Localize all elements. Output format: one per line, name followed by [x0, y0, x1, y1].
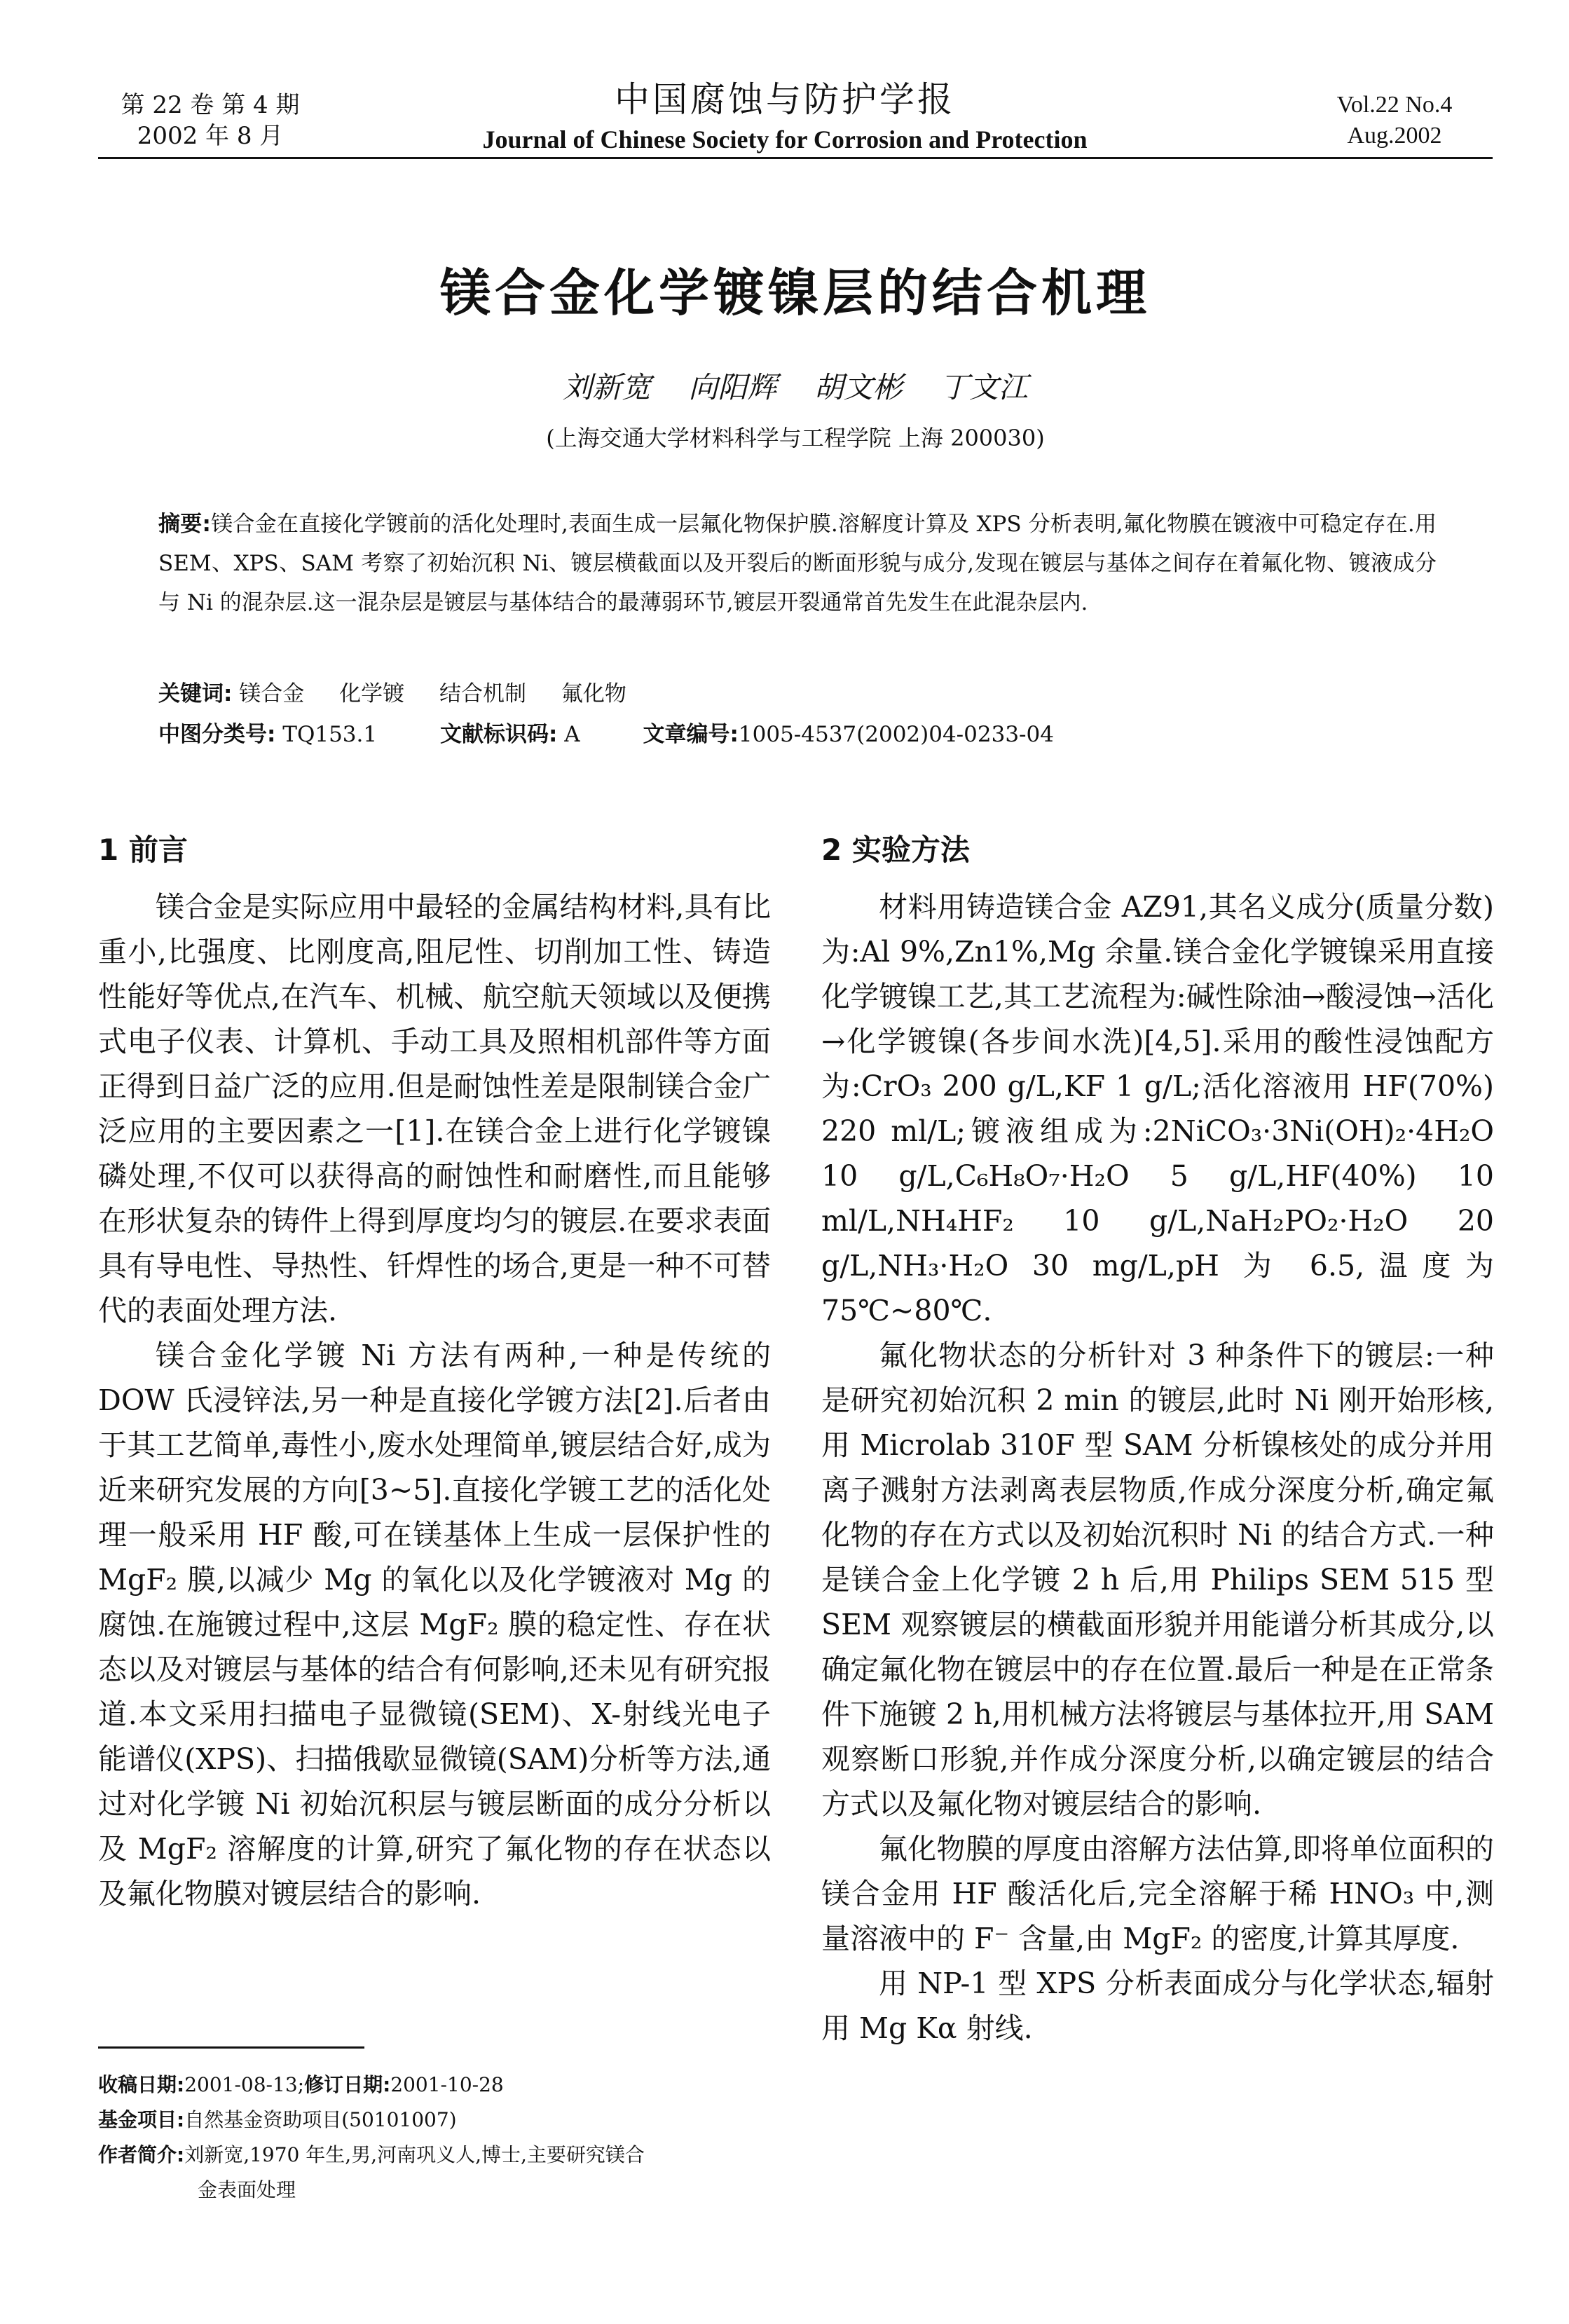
journal-name-en: Journal of Chinese Society for Corrosion and Protection: [482, 125, 1088, 153]
issue-info-en: [1303, 90, 1486, 151]
revised-label: 修订日期:: [304, 2073, 391, 2096]
section-heading-intro: 1 前言: [98, 833, 188, 867]
abstract-label: 摘要:: [158, 512, 211, 537]
footnote-author: [98, 2138, 771, 2173]
section-heading-methods: 2 实验方法: [821, 833, 970, 867]
author-bio-line1: 刘新宽,1970 年生,男,河南巩义人,博士,主要研究镁合: [184, 2143, 645, 2166]
keyword: 镁合金: [239, 681, 305, 706]
footnote: [98, 2067, 771, 2208]
header-divider: [98, 157, 1493, 159]
classification-line: [158, 715, 1437, 754]
issue-info: [112, 90, 308, 151]
paper-affiliation: (上海交通大学材料科学与工程学院 上海 200030): [546, 425, 1045, 451]
left-column: [98, 884, 771, 1916]
abstract: [158, 505, 1437, 622]
clc-value: TQ153.1: [282, 722, 378, 747]
keyword: 结合机制: [439, 681, 526, 706]
received-value: 2001-08-13;: [184, 2073, 305, 2096]
journal-name: [378, 77, 1191, 157]
footnote-author-cont: 金表面处理: [198, 2178, 296, 2201]
issue-date: 2002 年 8 月: [137, 122, 284, 150]
paragraph: 用 NP-1 型 XPS 分析表面成分与化学状态,辐射用 Mg Kα 射线.: [821, 1967, 1494, 2045]
revised-value: 2001-10-28: [390, 2073, 504, 2096]
journal-name-cn: 中国腐蚀与防护学报: [615, 79, 955, 120]
author-bio-label: 作者简介:: [98, 2143, 185, 2166]
issue-volume: 第 22 卷 第 4 期: [121, 91, 300, 119]
abstract-text: 镁合金在直接化学镀前的活化处理时,表面生成一层氟化物保护膜.溶解度计算及 XPS 分析表明,氟化物膜在镀液中可稳定存在.用 SEM、XPS、SAM 考察了初始沉积 Ni、镀层横截面以及开裂后的断面形貌与成分,发现在镀层与基体之间存在着氟化物、镀液成分与 Ni 的混杂层.这一混杂层是镀层与基体结合的最薄弱环节,镀层开裂通常首先发生在此混杂层内.: [158, 512, 1437, 615]
footnote-dates: [98, 2067, 771, 2103]
paragraph: 材料用铸造镁合金 AZ91,其名义成分(质量分数)为:Al 9%,Zn1%,Mg 余量.镁合金化学镀镍采用直接化学镀镍工艺,其工艺流程为:碱性除油→酸浸蚀→活化→化学镀镍(各步间水洗)[4,5].采用的酸性浸蚀配方为:CrO₃ 200 g/L,KF 1 g/L;活化溶液用 HF(70%) 220 ml/L;镀液组成为:2NiCO₃·3Ni(OH)₂·4H₂O 10 g/L,C₆H₈O₇·H₂O 5 g/L,HF(40%) 10 ml/L,NH₄HF₂ 10 g/L,NaH₂PO₂·H₂O 20 g/L,NH₃·H₂O 30 mg/L,pH 为 6.5,温度为 75℃~80℃.: [821, 890, 1494, 1327]
keyword: 化学镀: [339, 681, 405, 706]
keywords: [158, 674, 1437, 713]
footnote-divider: [98, 2046, 364, 2049]
keyword: 氟化物: [561, 681, 626, 706]
paragraph: 镁合金是实际应用中最轻的金属结构材料,具有比重小,比强度、比刚度高,阻尼性、切削加工性、铸造性能好等优点,在汽车、机械、航空航天领域以及便携式电子仪表、计算机、手动工具及照相机部件等方面正得到日益广泛的应用.但是耐蚀性差是限制镁合金广泛应用的主要因素之一[1].在镁合金上进行化学镀镍磷处理,不仅可以获得高的耐蚀性和耐磨性,而且能够在形状复杂的铸件上得到厚度均匀的镀层.在要求表面具有导电性、导热性、钎焊性的场合,更是一种不可替代的表面处理方法.: [98, 890, 771, 1327]
paragraph: 氟化物膜的厚度由溶解方法估算,即将单位面积的镁合金用 HF 酸活化后,完全溶解于稀 HNO₃ 中,测量溶液中的 F⁻ 含量,由 MgF₂ 的密度,计算其厚度.: [821, 1832, 1494, 1955]
doc-code-label: 文献标识码:: [439, 722, 558, 747]
issue-volume-en: Vol.22 No.4: [1336, 92, 1453, 118]
fund-value: 自然基金资助项目(50101007): [184, 2108, 457, 2131]
paper-title: 镁合金化学镀镍层的结合机理: [439, 264, 1151, 322]
footnote-fund: [98, 2103, 771, 2138]
issue-date-en: Aug.2002: [1347, 123, 1442, 149]
received-label: 收稿日期:: [98, 2073, 185, 2096]
keywords-label: 关键词:: [158, 681, 233, 706]
fund-label: 基金项目:: [98, 2108, 185, 2131]
clc-label: 中图分类号:: [158, 722, 276, 747]
paragraph: 氟化物状态的分析针对 3 种条件下的镀层:一种是研究初始沉积 2 min 的镀层,此时 Ni 刚开始形核,用 Microlab 310F 型 SAM 分析镍核处的成分并用离子溅射方法剥离表层物质,作成分深度分析,确定氟化物的存在方式以及初始沉积时 Ni 的结合方式.一种是镁合金上化学镀 2 h 后,用 Philips SEM 515 型 SEM 观察镀层的横截面形貌并用能谱分析其成分,以确定氟化物在镀层中的存在位置.最后一种是在正常条件下施镀 2 h,用机械方法将镀层与基体拉开,用 SAM 观察断口形貌,并作成分深度分析,以确定镀层的结合方式以及氟化物对镀层结合的影响.: [821, 1339, 1494, 1821]
paper-authors: 刘新宽 向阳辉 胡文彬 丁文江: [562, 370, 1029, 404]
right-column: [821, 884, 1494, 2051]
article-number-value: 1005-4537(2002)04-0233-04: [738, 722, 1054, 747]
doc-code-value: A: [564, 722, 580, 747]
article-number-label: 文章编号:: [643, 722, 739, 747]
paragraph: 镁合金化学镀 Ni 方法有两种,一种是传统的 DOW 氏浸锌法,另一种是直接化学镀方法[2].后者由于其工艺简单,毒性小,废水处理简单,镀层结合好,成为近来研究发展的方向[3~5].直接化学镀工艺的活化处理一般采用 HF 酸,可在镁基体上生成一层保护性的 MgF₂ 膜,以减少 Mg 的氧化以及化学镀液对 Mg 的腐蚀.在施镀过程中,这层 MgF₂ 膜的稳定性、存在状态以及对镀层与基体的结合有何影响,还未见有研究报道.本文采用扫描电子显微镜(SEM)、X-射线光电子能谱仪(XPS)、扫描俄歇显微镜(SAM)分析等方法,通过对化学镀 Ni 初始沉积层与镀层断面的成分分析以及 MgF₂ 溶解度的计算,研究了氟化物的存在状态以及氟化物膜对镀层结合的影响.: [98, 1339, 771, 1911]
